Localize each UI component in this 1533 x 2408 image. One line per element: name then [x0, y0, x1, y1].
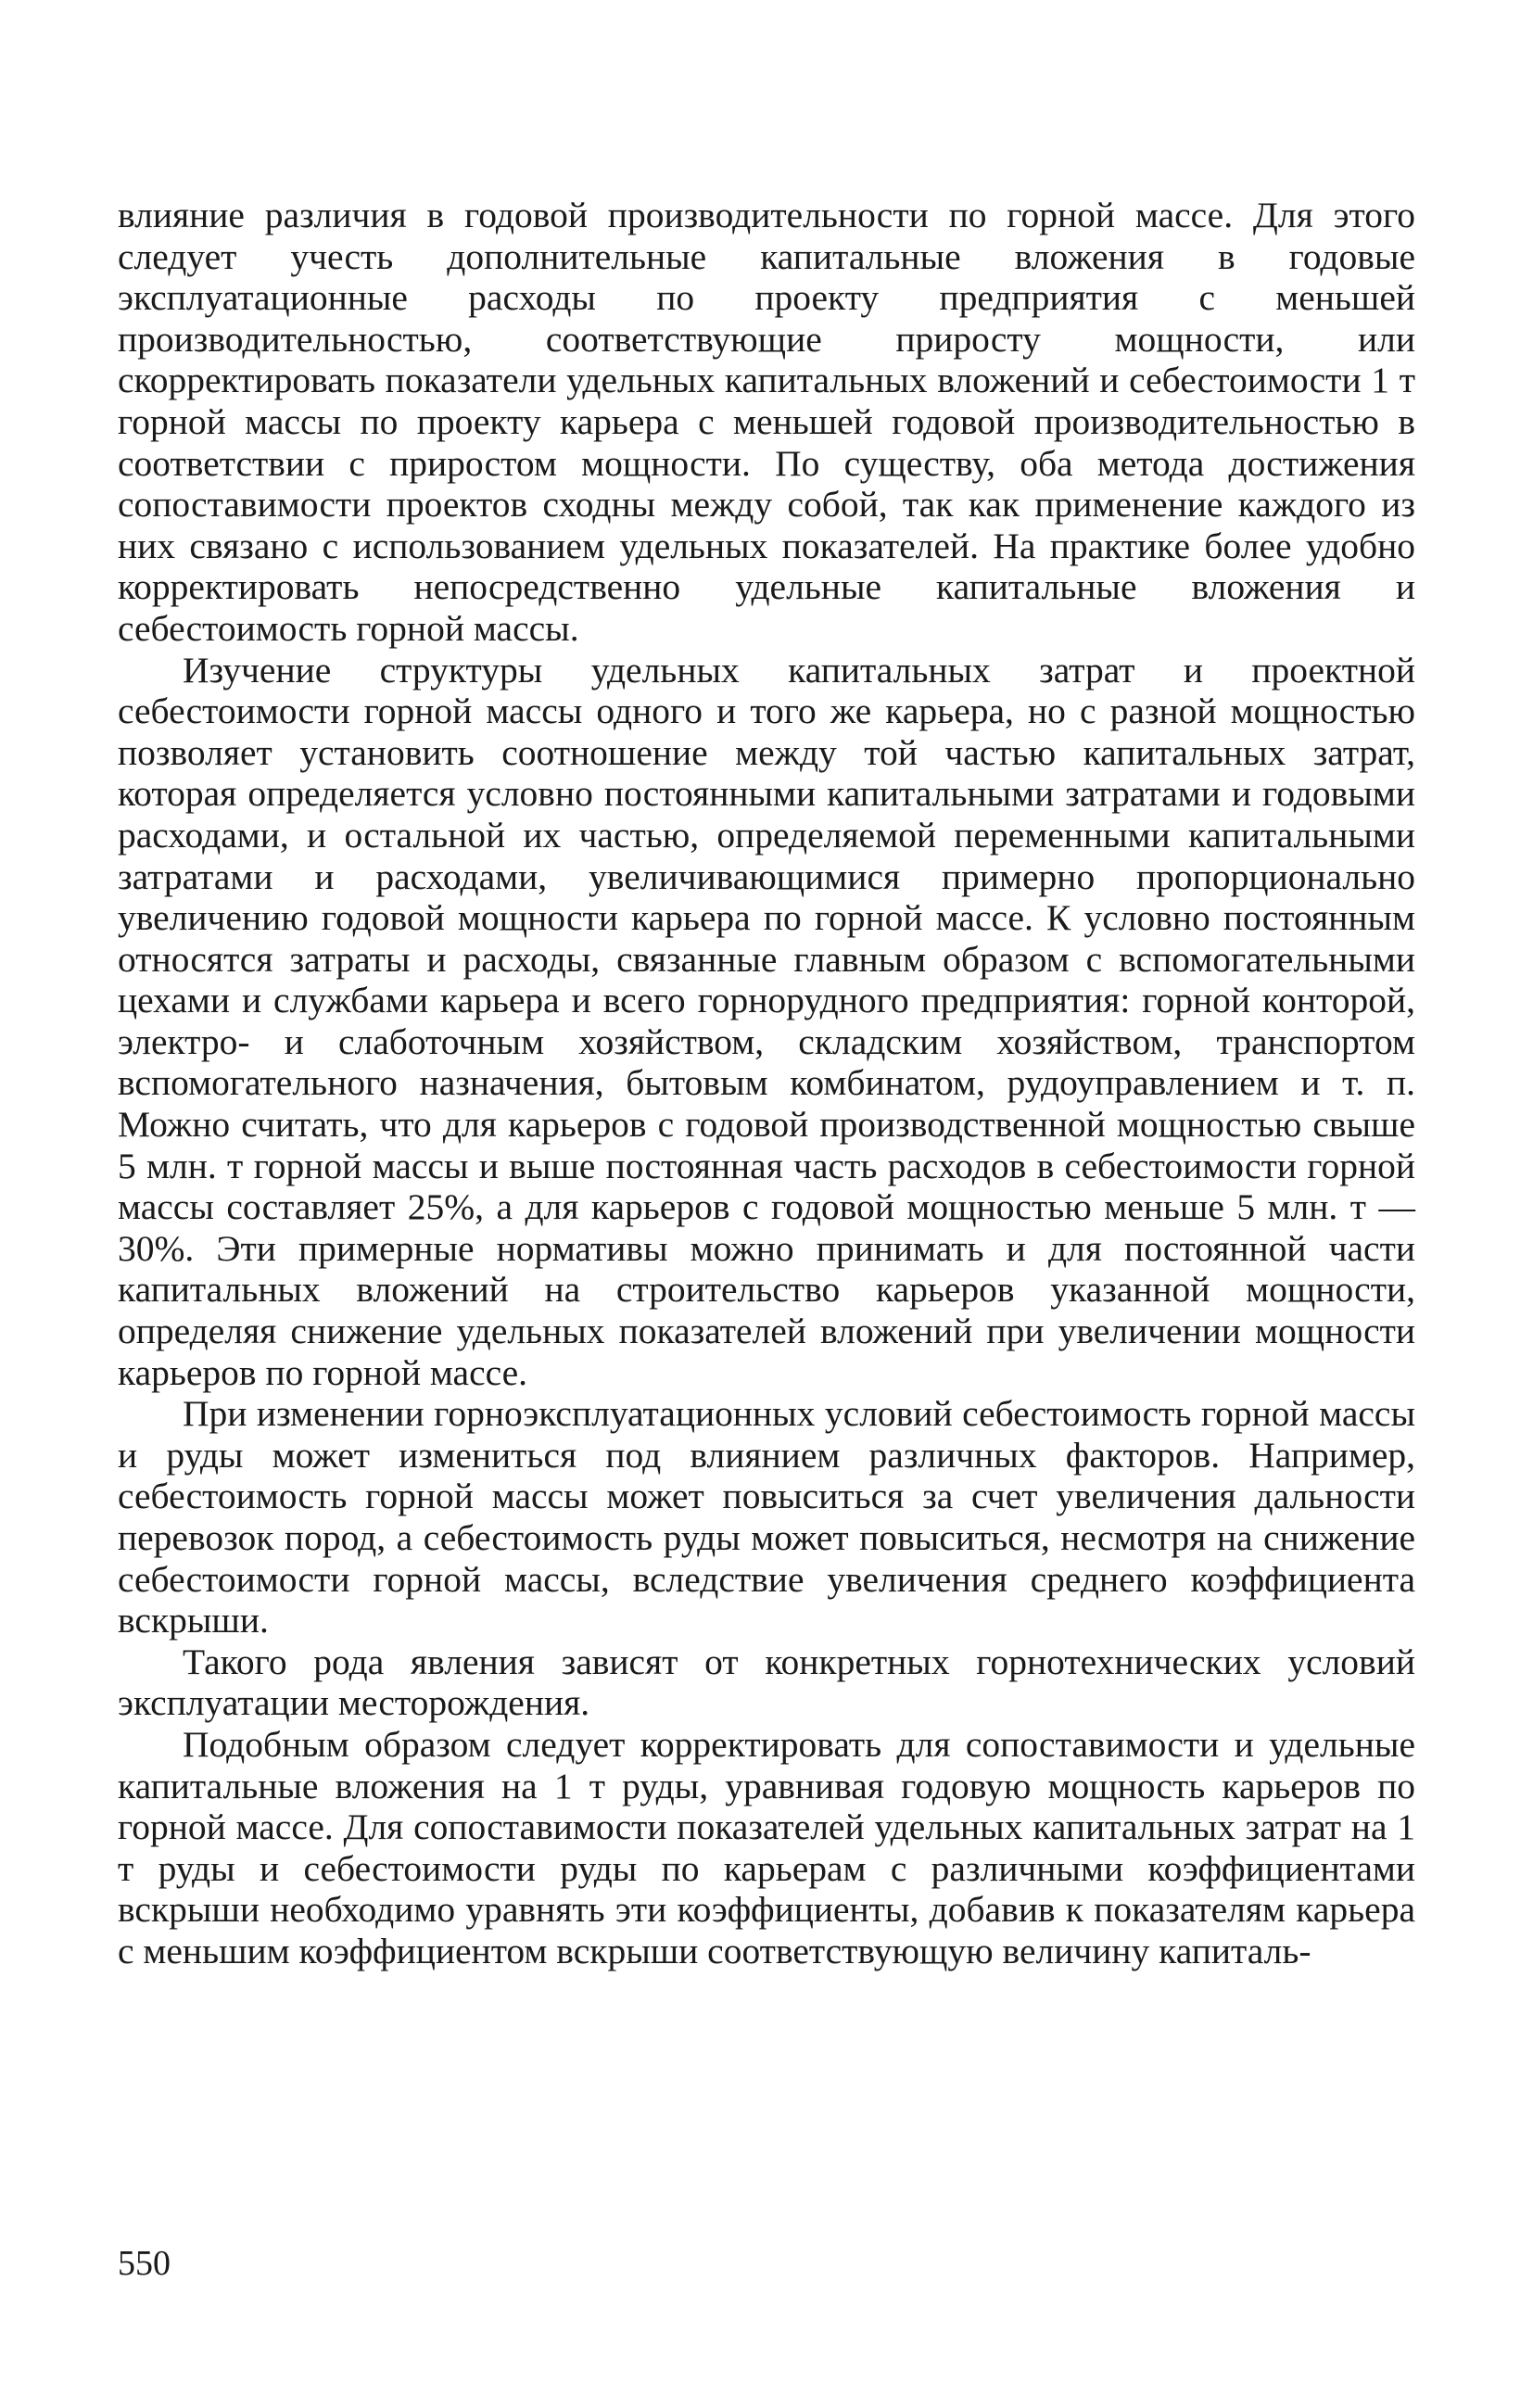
paragraph-5: Подобным образом следует корректировать для сопоставимости и удельные капитальные вложения на 1 т руды, уравнивая годовую мощность карьеров по горной массе. Для сопоставимости показателей удельных капитальных затрат на 1 т руды и себестоимости руды по карьерам с различными коэффициентами вскрыши необходимо уравнять эти коэффициенты, добавив к показателям карьера с меньшим коэффициентом вскрыши соответствующую величину капиталь-	[118, 1723, 1415, 1971]
paragraph-2: Изучение структуры удельных капитальных затрат и проектной себестоимости горной массы одного и того же карьера, но с разной мощностью позволяет установить соотношение между той частью капитальных затрат, которая определяется условно постоянными капитальными затратами и годовыми расходами, и остальной их частью, определяемой переменными капитальными затратами и расходами, увеличивающимися примерно пропорционально увеличению годовой мощности карьера по горной массе. К условно постоянным относятся затраты и расходы, связанные главным образом с вспомогательными цехами и службами карьера и всего горнорудного предприятия: горной конторой, электро- и слаботочным хозяйством, складским хозяйством, транспортом вспомогательного назначения, бытовым комбинатом, рудоуправлением и т. п. Можно считать, что для карьеров с годовой производственной мощностью свыше 5 млн. т горной массы и выше постоянная часть расходов в себестоимости горной массы составляет 25%, а для карьеров с годовой мощностью меньше 5 млн. т — 30%. Эти примерные нормативы можно принимать и для постоянной части капитальных вложений на строительство карьеров указанной мощности, определяя снижение удельных показателей вложений при увеличении мощности карьеров по горной массе.	[118, 649, 1415, 1393]
page-number: 550	[118, 2244, 171, 2283]
paragraph-3: При изменении горноэксплуатационных условий себестоимость горной массы и руды может измениться под влиянием различных факторов. Например, себестоимость горной массы может повыситься за счет увеличения дальности перевозок пород, а себестоимость руды может повыситься, несмотря на снижение себестоимости горной массы, вследствие увеличения среднего коэффициента вскрыши.	[118, 1393, 1415, 1641]
paragraph-1: влияние различия в годовой производительности по горной массе. Для этого следует учесть дополнительные капитальные вложения в годовые эксплуатационные расходы по проекту предприятия с меньшей производительностью, соответствующие приросту мощности, или скорректировать показатели удельных капитальных вложений и себестоимости 1 т горной массы по проекту карьера с меньшей годовой производительностью в соответствии с приростом мощности. По существу, оба метода достижения сопоставимости проектов сходны между собой, так как применение каждого из них связано с использованием удельных показателей. На практике более удобно корректировать непосредственно удельные капитальные вложения и себестоимость горной массы.	[118, 195, 1415, 649]
page-body	[118, 195, 1415, 1972]
paragraph-4: Такого рода явления зависят от конкретных горнотехнических условий эксплуатации месторождения.	[118, 1641, 1415, 1724]
